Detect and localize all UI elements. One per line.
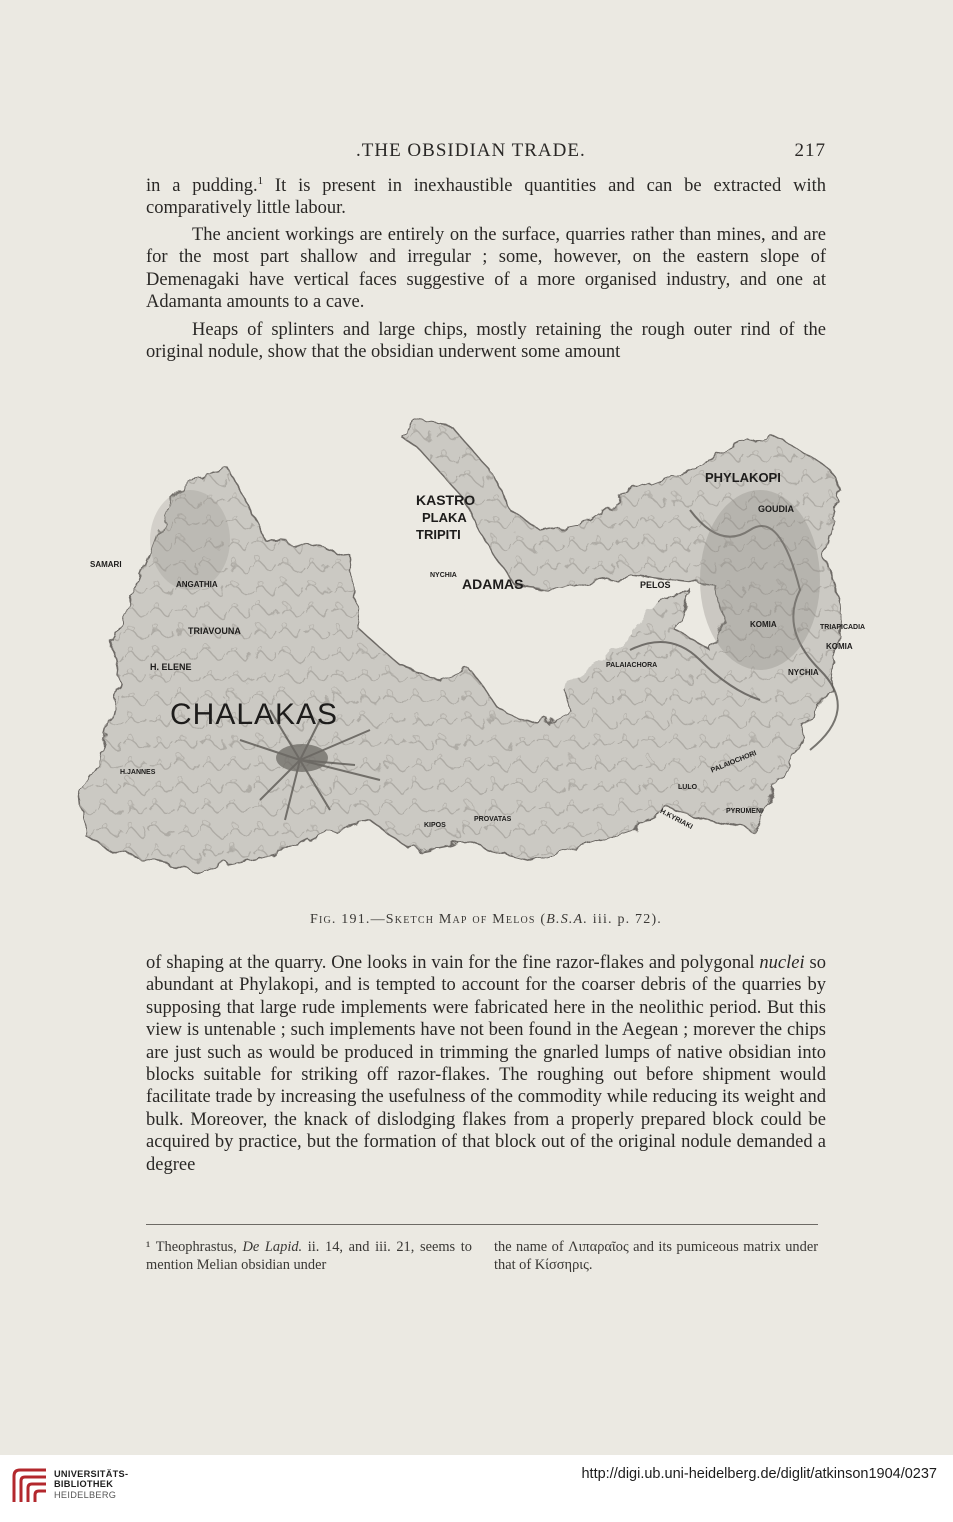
label-plaka: PLAKA xyxy=(422,510,467,525)
paragraph-1-text-b: It is present in inexhaustible quantities and can be extracted with comparatively little labour. xyxy=(146,176,826,219)
label-kipos: KIPOS xyxy=(424,822,446,829)
label-lulo: LULO xyxy=(678,784,698,791)
source-url-link[interactable]: http://digi.ub.uni-heidelberg.de/diglit/atkinson1904/0237 xyxy=(581,1466,937,1482)
paragraph-2: The ancient workings are entirely on the surface, quarries rather than mines, and are for the most part shallow and irregular ; some, however, on the eastern slope of Demenagaki have vertical faces suggestive of a more organised industry, and one at Adamanta amounts to a cave. xyxy=(146,225,826,313)
label-palaiochori: PALAIOCHORI xyxy=(710,749,758,775)
running-title: .THE OBSIDIAN TRADE. xyxy=(356,140,586,161)
figure-caption xyxy=(146,912,826,928)
paragraph-1 xyxy=(146,175,826,220)
paragraph-3: Heaps of splinters and large chips, mostly retaining the rough outer rind of the original nodule, show that the obsidian underwent some amount xyxy=(146,320,826,363)
footnote-left xyxy=(146,1238,472,1274)
label-komia-inland: KOMIA xyxy=(750,620,777,629)
library-name-line2: BIBLIOTHEK xyxy=(54,1479,114,1490)
caption-fig-number: Fig. 191. xyxy=(309,912,371,927)
footnote-right-b: and its pumiceous matrix under that of xyxy=(494,1239,819,1273)
library-logo-icon xyxy=(10,1466,50,1506)
summit-shading xyxy=(276,744,328,772)
footnote-left-b: ii. 14, and iii. 21, seems to mention Melian obsidian under xyxy=(146,1239,472,1273)
footnote-left-italic: De Lapid. xyxy=(242,1239,303,1255)
map-figure xyxy=(70,380,900,910)
page-header xyxy=(146,140,826,164)
footnote-right-c: . xyxy=(588,1257,593,1273)
label-palaiachora: PALAIACHORA xyxy=(606,662,658,669)
footnote-divider xyxy=(146,1224,818,1225)
label-phylakopi: PHYLAKOPI xyxy=(705,470,781,485)
footnote-right-a: the name of xyxy=(494,1239,569,1255)
caption-ref-rest: iii. p. 72). xyxy=(588,912,663,927)
label-samari: SAMARI xyxy=(90,560,122,569)
caption-title: —Sketch Map of Melos xyxy=(370,912,536,927)
paragraph-4 xyxy=(146,952,826,1176)
paragraph-1-text-a: in a pudding. xyxy=(146,176,258,196)
library-name-line1: UNIVERSITÄTS- xyxy=(54,1469,129,1479)
label-goudia: GOUDIA xyxy=(758,504,794,514)
library-name-line3: HEIDELBERG xyxy=(54,1489,117,1500)
label-angathia: ANGATHIA xyxy=(176,580,218,589)
melos-map-drawing xyxy=(70,380,900,910)
label-komia-coast: KOMIA xyxy=(826,642,853,651)
label-h-kyriaki: H.KYRIAKI xyxy=(658,808,694,831)
label-adamas: ADAMAS xyxy=(462,576,524,592)
label-nychia-small: NYCHIA xyxy=(430,572,457,579)
label-pyrumeni: PYRUMENI xyxy=(726,808,763,815)
label-triavouna: TRIAVOUNA xyxy=(188,626,241,636)
footnote-left-a: ¹ Theophrastus, xyxy=(146,1239,243,1255)
footnote-right-greek-2: Κίσσηρις xyxy=(534,1257,589,1273)
label-chalakas: CHALAKAS xyxy=(170,698,339,731)
footnote-right-greek-1: Λιπαραῖος xyxy=(568,1239,629,1255)
caption-ref-open: ( xyxy=(535,912,547,927)
library-name xyxy=(54,1469,128,1500)
footnote-ref[interactable]: 1 xyxy=(257,175,264,187)
label-pelos: PELOS xyxy=(640,580,671,590)
library-logo[interactable] xyxy=(10,1462,150,1514)
paragraph-4-italic: nuclei xyxy=(759,953,805,973)
label-h-jannes: H.JANNES xyxy=(120,769,156,776)
page-number: 217 xyxy=(794,140,826,161)
label-kastro: KASTRO xyxy=(416,492,476,508)
label-h-elene: H. ELENE xyxy=(150,662,192,672)
label-nychia-east: NYCHIA xyxy=(788,668,819,677)
paragraph-4-text-a: of shaping at the quarry. One looks in vain for the fine razor-flakes and polygonal xyxy=(146,953,760,973)
label-provatas: PROVATAS xyxy=(474,816,512,823)
paragraph-4-text-b: so abundant at Phylakopi, and is tempted to account for the coarser debris of the quarries by supposing that large rude implements were fabricated here in the neolithic period. But this view is untenable ; such implements have not been found in the Aegean ; morever the chips are just such as would be produced in trimming the gnarled lumps of native obsidian into blocks suitable for striking off razor-flakes. The roughing out before shipment would facilitate trade by increasing the usefulness of the commodity while reducing its weight and bulk. Moreover, the knack of dislodging flakes from a properly prepared block could be acquired by practice, but the formation of that block out of the original nodule demanded a degree xyxy=(146,953,826,1175)
caption-ref-journal: B.S.A. xyxy=(546,912,589,927)
label-tripiti: TRIPITI xyxy=(416,527,461,542)
footnote-right xyxy=(494,1238,818,1274)
label-triapicadia: TRIAPICADIA xyxy=(820,624,866,631)
